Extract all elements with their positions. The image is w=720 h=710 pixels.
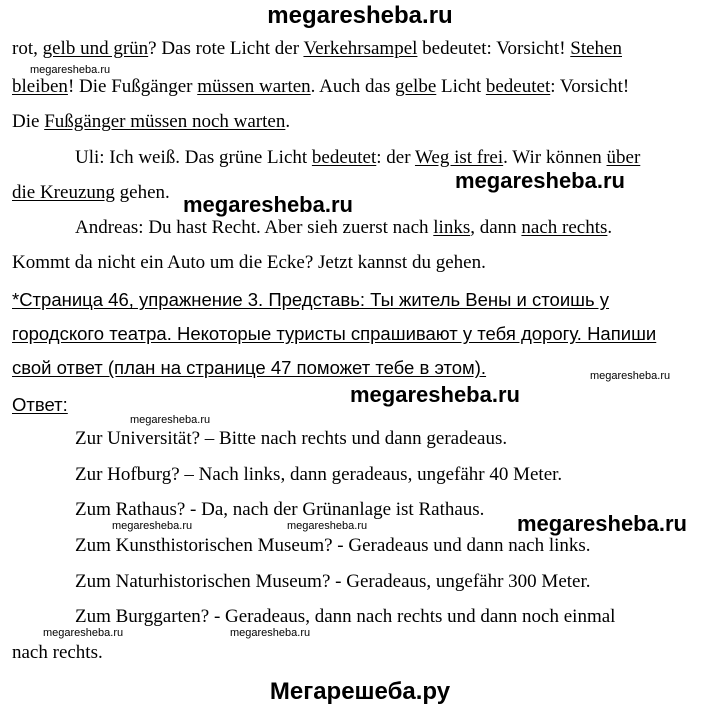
underlined-text: Fußgänger müssen noch warten: [44, 111, 286, 132]
underlined-text: bedeutet: [311, 147, 377, 168]
underlined-text: müssen warten: [197, 76, 311, 97]
dialog-line-1: [12, 37, 622, 61]
watermark-small: megaresheba.ru: [112, 520, 193, 532]
answer-label: Ответ:: [12, 394, 68, 415]
answer-line-5: Zum Naturhistorischen Museum? - Geradeaus, ungefähr 300 Meter.: [75, 571, 591, 592]
text: Uli: Ich weiß. Das grüne Licht: [75, 147, 312, 168]
text: ? Das rote Licht der: [148, 38, 304, 59]
answer-line-4: Zum Kunsthistorischen Museum? - Geradeaus und dann nach links.: [75, 535, 591, 556]
underlined-text: gelbe: [395, 76, 437, 97]
text: rot,: [12, 38, 43, 59]
underlined-text: die Kreuzung: [12, 182, 115, 203]
answer-line-1: Zur Universität? – Bitte nach rechts und dann geradeaus.: [75, 428, 508, 449]
answer-line-6: Zum Burggarten? - Geradeaus, dann nach rechts und dann noch einmal: [75, 606, 616, 627]
underlined-text: nach rechts: [521, 217, 608, 238]
task-line-1: *Страница 46, упражнение 3. Представь: Ты житель Вены и стоишь у: [12, 289, 610, 310]
underlined-text: Stehen: [570, 38, 622, 59]
text: gehen.: [114, 182, 170, 203]
text: : der: [376, 147, 415, 168]
watermark-small: megaresheba.ru: [230, 627, 311, 639]
watermark-small: megaresheba.ru: [287, 520, 368, 532]
underlined-text: links: [433, 217, 471, 238]
watermark-big: megaresheba.ru: [183, 192, 353, 217]
text: Andreas: Du hast Recht. Aber sieh zuerst nach: [75, 217, 434, 238]
site-footer: Мегарешеба.ру: [269, 678, 451, 705]
underlined-text: gelb und grün: [42, 38, 149, 59]
answer-line-2: Zur Hofburg? – Nach links, dann geradeaus, ungefähr 40 Meter.: [75, 464, 563, 485]
text: .: [285, 111, 291, 132]
text: .: [607, 217, 613, 238]
text: . Auch das: [310, 76, 396, 97]
watermark-small: megaresheba.ru: [130, 414, 211, 426]
underlined-text: bedeutet: [485, 76, 551, 97]
text: bedeutet: Vorsicht!: [417, 38, 571, 59]
underlined-text: bleiben: [12, 76, 68, 97]
site-header: megaresheba.ru: [267, 2, 453, 29]
answer-line-3: Zum Rathaus? - Da, nach der Grünanlage ist Rathaus.: [75, 499, 485, 520]
dialog-line-7: [12, 251, 486, 275]
dialog-line-2: [12, 75, 629, 99]
dialog-line-5: [12, 181, 170, 205]
dialog-line-6: [75, 216, 612, 240]
dialog-line-3: [12, 110, 290, 134]
text: : Vorsicht!: [550, 76, 630, 97]
text: Die: [12, 111, 45, 132]
underlined-text: Weg ist frei: [414, 147, 504, 168]
text: Licht: [436, 76, 486, 97]
dialog-line-4: [75, 146, 640, 170]
watermark-small: megaresheba.ru: [43, 627, 124, 639]
text: ! Die Fußgänger: [67, 76, 198, 97]
underlined-text: Verkehrsampel: [303, 38, 418, 59]
underlined-text: über: [606, 147, 641, 168]
text: Kommt da nicht ein Auto um die Ecke? Jetzt kannst du gehen.: [12, 252, 486, 273]
text: , dann: [470, 217, 522, 238]
watermark-big: megaresheba.ru: [350, 382, 520, 407]
answer-line-7: nach rechts.: [12, 642, 103, 663]
task-line-2: городского театра. Некоторые туристы спрашивают у тебя дорогу. Напиши: [12, 323, 657, 344]
watermark-small: megaresheba.ru: [590, 370, 671, 382]
watermark-big: megaresheba.ru: [455, 168, 625, 193]
watermark-big: megaresheba.ru: [517, 511, 687, 536]
task-line-3: свой ответ (план на странице 47 поможет тебе в этом).: [12, 357, 487, 378]
watermark-small: megaresheba.ru: [30, 64, 111, 76]
text: . Wir können: [503, 147, 607, 168]
